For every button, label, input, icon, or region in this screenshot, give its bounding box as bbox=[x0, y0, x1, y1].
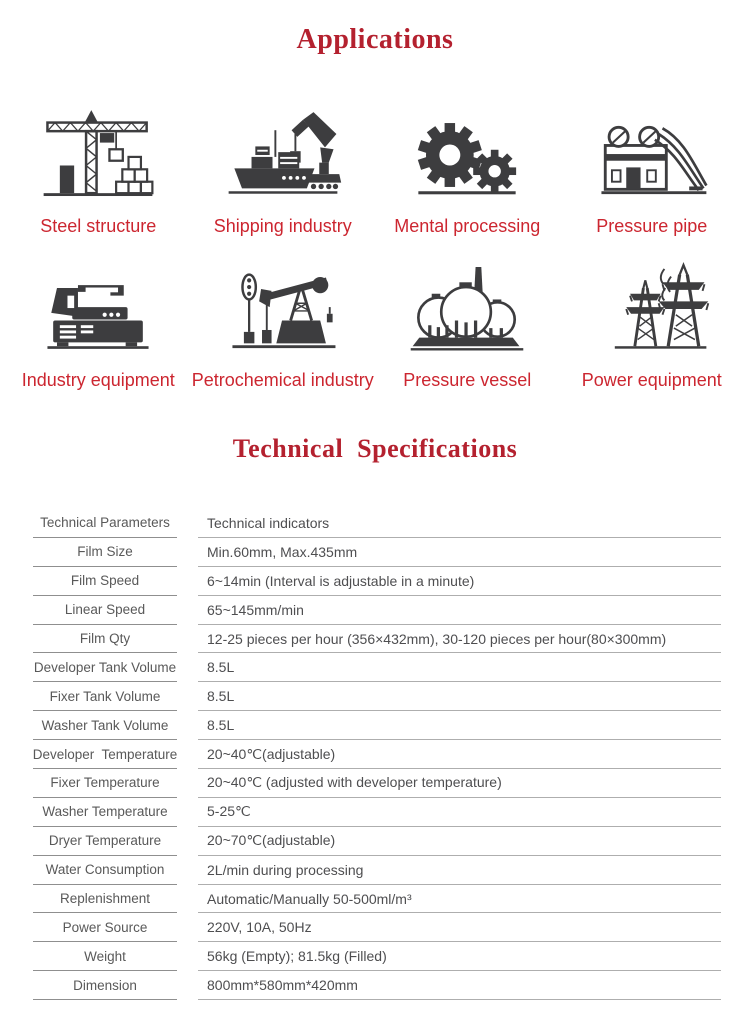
gears-icon bbox=[405, 104, 529, 204]
application-label: Pressure pipe bbox=[596, 216, 708, 236]
application-item-mental-processing bbox=[375, 104, 560, 237]
spec-indicator: 800mm*580mm*420mm bbox=[198, 971, 721, 1000]
column-gap bbox=[177, 856, 198, 885]
spec-indicator: 8.5L bbox=[198, 711, 721, 740]
spec-parameter: Fixer Tank Volume bbox=[33, 682, 177, 711]
table-row bbox=[33, 971, 721, 1000]
spec-indicator: Automatic/Manually 50-500ml/m³ bbox=[198, 885, 721, 914]
application-item-petrochemical-industry bbox=[191, 258, 376, 391]
spec-indicator: Technical indicators bbox=[198, 509, 721, 538]
application-label: Steel structure bbox=[40, 216, 157, 236]
spec-indicator: 8.5L bbox=[198, 653, 721, 682]
table-row bbox=[33, 509, 721, 538]
table-row bbox=[33, 740, 721, 769]
column-gap bbox=[177, 711, 198, 740]
pipe-slide-plant-icon bbox=[590, 104, 714, 204]
spec-parameter: Replenishment bbox=[33, 885, 177, 914]
application-item-power-equipment bbox=[560, 258, 745, 391]
table-row bbox=[33, 625, 721, 654]
specs-title: Technical Specifications bbox=[232, 434, 518, 463]
spec-indicator: 8.5L bbox=[198, 682, 721, 711]
spec-parameter: Linear Speed bbox=[33, 596, 177, 625]
column-gap bbox=[177, 827, 198, 856]
spec-indicator: 12-25 pieces per hour (356×432mm), 30-120 pieces per hour(80×300mm) bbox=[198, 625, 721, 654]
table-row bbox=[33, 682, 721, 711]
column-gap bbox=[177, 942, 198, 971]
column-gap bbox=[177, 913, 198, 942]
application-item-steel-structure bbox=[6, 104, 191, 237]
storage-tanks-icon bbox=[405, 258, 529, 358]
table-row bbox=[33, 711, 721, 740]
table-row bbox=[33, 913, 721, 942]
spec-parameter: Dryer Temperature bbox=[33, 827, 177, 856]
spec-parameter: Film Qty bbox=[33, 625, 177, 654]
spec-indicator: Min.60mm, Max.435mm bbox=[198, 538, 721, 567]
spec-parameter: Washer Temperature bbox=[33, 798, 177, 827]
column-gap bbox=[177, 625, 198, 654]
column-gap bbox=[177, 971, 198, 1000]
column-gap bbox=[177, 567, 198, 596]
spec-indicator: 20~40℃(adjustable) bbox=[198, 740, 721, 769]
column-gap bbox=[177, 653, 198, 682]
spec-indicator: 6~14min (Interval is adjustable in a minute) bbox=[198, 567, 721, 596]
table-row bbox=[33, 538, 721, 567]
spec-parameter: Fixer Temperature bbox=[33, 769, 177, 798]
table-row bbox=[33, 769, 721, 798]
spec-parameter: Water Consumption bbox=[33, 856, 177, 885]
column-gap bbox=[177, 682, 198, 711]
oil-pumpjack-icon bbox=[221, 258, 345, 358]
spec-indicator: 20~40℃ (adjusted with developer temperature) bbox=[198, 769, 721, 798]
table-row bbox=[33, 856, 721, 885]
table-row bbox=[33, 653, 721, 682]
spec-parameter: Weight bbox=[33, 942, 177, 971]
industrial-machine-icon bbox=[36, 258, 160, 358]
specifications-table bbox=[33, 509, 721, 1000]
application-label: Pressure vessel bbox=[403, 370, 532, 390]
applications-title: Applications bbox=[296, 24, 454, 55]
spec-indicator: 56kg (Empty); 81.5kg (Filled) bbox=[198, 942, 721, 971]
table-row bbox=[33, 798, 721, 827]
table-row bbox=[33, 567, 721, 596]
application-label: Industry equipment bbox=[21, 370, 175, 390]
spec-indicator: 220V, 10A, 50Hz bbox=[198, 913, 721, 942]
applications-grid bbox=[6, 104, 744, 391]
application-item-pressure-pipe bbox=[560, 104, 745, 237]
application-label: Petrochemical industry bbox=[191, 370, 374, 390]
application-label: Shipping industry bbox=[213, 216, 352, 236]
application-label: Power equipment bbox=[581, 370, 722, 390]
spec-parameter: Washer Tank Volume bbox=[33, 711, 177, 740]
application-item-pressure-vessel bbox=[375, 258, 560, 391]
column-gap bbox=[177, 798, 198, 827]
spec-parameter: Technical Parameters bbox=[33, 509, 177, 538]
table-row bbox=[33, 827, 721, 856]
column-gap bbox=[177, 538, 198, 567]
application-item-industry-equipment bbox=[6, 258, 191, 391]
spec-parameter: Power Source bbox=[33, 913, 177, 942]
spec-parameter: Dimension bbox=[33, 971, 177, 1000]
power-pylons-icon bbox=[590, 258, 714, 358]
column-gap bbox=[177, 596, 198, 625]
spec-parameter: Film Size bbox=[33, 538, 177, 567]
cargo-ship-crane-icon bbox=[221, 104, 345, 204]
column-gap bbox=[177, 509, 198, 538]
application-label: Mental processing bbox=[394, 216, 541, 236]
tower-crane-icon bbox=[36, 104, 160, 204]
table-row bbox=[33, 885, 721, 914]
spec-indicator: 2L/min during processing bbox=[198, 856, 721, 885]
spec-indicator: 65~145mm/min bbox=[198, 596, 721, 625]
application-item-shipping-industry bbox=[191, 104, 376, 237]
spec-parameter: Film Speed bbox=[33, 567, 177, 596]
spec-indicator: 20~70℃(adjustable) bbox=[198, 827, 721, 856]
column-gap bbox=[177, 769, 198, 798]
spec-parameter: Developer Temperature bbox=[33, 740, 177, 769]
table-row bbox=[33, 596, 721, 625]
column-gap bbox=[177, 740, 198, 769]
spec-indicator: 5-25℃ bbox=[198, 798, 721, 827]
spec-parameter: Developer Tank Volume bbox=[33, 653, 177, 682]
column-gap bbox=[177, 885, 198, 914]
table-row bbox=[33, 942, 721, 971]
